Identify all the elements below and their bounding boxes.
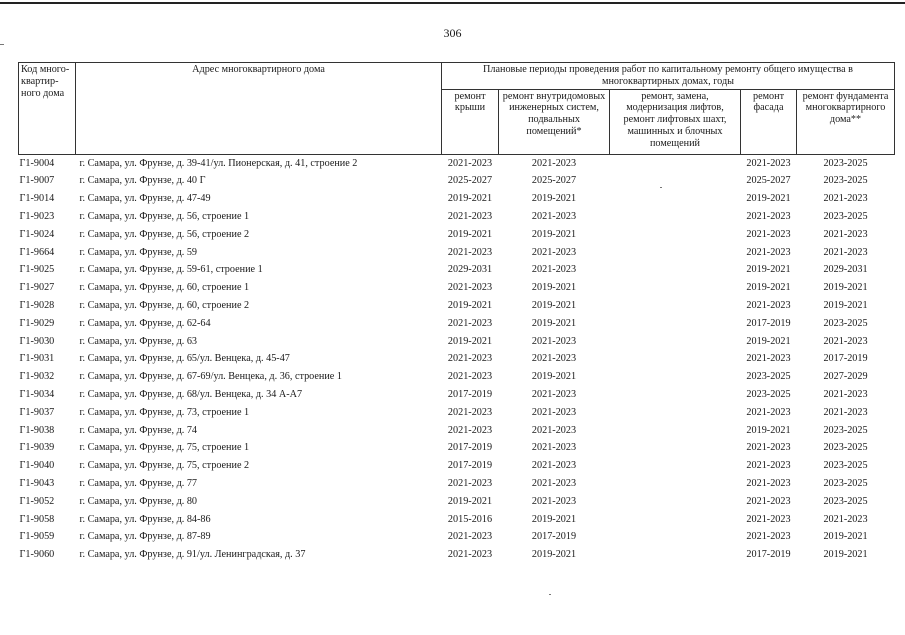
row-foundation-period: 2023-2025 bbox=[823, 175, 868, 187]
row-code: Г1-9038 bbox=[19, 424, 55, 436]
table-body bbox=[19, 154, 895, 564]
table-row bbox=[19, 190, 895, 208]
row-systems-period: 2021-2023 bbox=[531, 211, 577, 223]
table-row bbox=[19, 475, 895, 493]
row-systems-period: 2019-2021 bbox=[531, 513, 577, 525]
table-row bbox=[19, 315, 895, 333]
header-lifts: ремонт, замена, модернизация лифтов, ремонт лифтовых шахт, машинных и блочных помещений bbox=[610, 89, 741, 154]
row-address: г. Самара, ул. Фрунзе, д. 56, строение 2 bbox=[79, 228, 250, 240]
row-facade-period: 2019-2021 bbox=[746, 282, 791, 294]
row-code: Г1-9040 bbox=[19, 460, 55, 472]
row-roof-period: 2019-2021 bbox=[447, 193, 493, 205]
table-row bbox=[19, 208, 895, 226]
row-lifts-period bbox=[610, 297, 741, 315]
row-systems-period: 2021-2023 bbox=[531, 442, 577, 454]
row-facade-period: 2021-2023 bbox=[746, 460, 791, 472]
row-systems-period: 2019-2021 bbox=[531, 300, 577, 312]
table-row bbox=[19, 350, 895, 368]
row-address: г. Самара, ул. Фрунзе, д. 59-61, строение 1 bbox=[79, 264, 263, 276]
row-code: Г1-9030 bbox=[19, 335, 55, 347]
row-facade-period: 2017-2019 bbox=[746, 549, 791, 561]
row-address: г. Самара, ул. Фрунзе, д. 65/ул. Венцека, д. 45-47 bbox=[79, 353, 290, 365]
row-facade-period: 2021-2023 bbox=[746, 513, 791, 525]
table-row bbox=[19, 261, 895, 279]
row-foundation-period: 2029-2031 bbox=[823, 264, 868, 276]
header-foundation: ремонт фундамента многоквартирного дома** bbox=[797, 89, 895, 154]
row-lifts-period bbox=[610, 261, 741, 279]
row-code: Г1-9052 bbox=[19, 495, 55, 507]
row-systems-period: 2019-2021 bbox=[531, 371, 577, 383]
row-roof-period: 2019-2021 bbox=[447, 300, 493, 312]
row-lifts-period bbox=[610, 333, 741, 351]
row-roof-period: 2021-2023 bbox=[447, 549, 493, 561]
row-roof-period: 2019-2021 bbox=[447, 335, 493, 347]
row-systems-period: 2019-2021 bbox=[531, 549, 577, 561]
row-foundation-period: 2023-2025 bbox=[823, 211, 868, 223]
row-address: г. Самара, ул. Фрунзе, д. 68/ул. Венцека, д. 34 А-А7 bbox=[79, 389, 303, 400]
header-facade: ремонт фасада bbox=[741, 89, 797, 154]
scan-mark bbox=[660, 187, 662, 188]
row-facade-period: 2021-2023 bbox=[746, 246, 791, 258]
row-systems-period: 2019-2021 bbox=[531, 228, 577, 240]
capital-repair-table bbox=[18, 62, 895, 564]
row-address: г. Самара, ул. Фрунзе, д. 67-69/ул. Венцека, д. 36, строение 1 bbox=[79, 371, 342, 383]
table-row bbox=[19, 333, 895, 351]
row-foundation-period: 2023-2025 bbox=[823, 157, 868, 169]
row-lifts-period bbox=[610, 279, 741, 297]
table-row bbox=[19, 279, 895, 297]
row-facade-period: 2019-2021 bbox=[746, 335, 791, 347]
row-address: г. Самара, ул. Фрунзе, д. 74 bbox=[79, 424, 198, 436]
row-facade-period: 2025-2027 bbox=[746, 175, 791, 187]
row-foundation-period: 2023-2025 bbox=[823, 424, 868, 436]
row-lifts-period bbox=[610, 208, 741, 226]
table-row bbox=[19, 422, 895, 440]
row-roof-period: 2021-2023 bbox=[447, 157, 493, 169]
row-address: г. Самара, ул. Фрунзе, д. 63 bbox=[79, 335, 198, 347]
row-systems-period: 2021-2023 bbox=[531, 477, 577, 489]
row-code: Г1-9023 bbox=[19, 211, 55, 223]
row-address: г. Самара, ул. Фрунзе, д. 39-41/ул. Пионерская, д. 41, строение 2 bbox=[79, 157, 358, 169]
row-facade-period: 2021-2023 bbox=[746, 531, 791, 543]
row-roof-period: 2015-2016 bbox=[447, 513, 493, 525]
row-foundation-period: 2023-2025 bbox=[823, 495, 868, 507]
row-address: г. Самара, ул. Фрунзе, д. 56, строение 1 bbox=[79, 211, 250, 223]
row-code: Г1-9024 bbox=[19, 228, 55, 240]
row-foundation-period: 2023-2025 bbox=[823, 477, 868, 489]
row-systems-period: 2017-2019 bbox=[531, 531, 577, 543]
row-systems-period: 2021-2023 bbox=[531, 264, 577, 276]
row-code: Г1-9034 bbox=[19, 389, 55, 400]
row-facade-period: 2017-2019 bbox=[746, 317, 791, 329]
row-lifts-period bbox=[610, 528, 741, 546]
row-lifts-period bbox=[610, 154, 741, 172]
row-facade-period: 2021-2023 bbox=[746, 228, 791, 240]
row-address: г. Самара, ул. Фрунзе, д. 77 bbox=[79, 477, 198, 489]
row-facade-period: 2021-2023 bbox=[746, 300, 791, 312]
row-address: г. Самара, ул. Фрунзе, д. 60, строение 2 bbox=[79, 300, 250, 312]
scan-mark bbox=[0, 44, 4, 45]
row-address: г. Самара, ул. Фрунзе, д. 40 Г bbox=[79, 175, 206, 187]
row-lifts-period bbox=[610, 172, 741, 190]
row-code: Г1-9031 bbox=[19, 353, 55, 365]
row-systems-period: 2021-2023 bbox=[531, 406, 577, 418]
row-roof-period: 2019-2021 bbox=[447, 228, 493, 240]
row-lifts-period bbox=[610, 475, 741, 493]
row-facade-period: 2019-2021 bbox=[746, 193, 791, 205]
row-roof-period: 2021-2023 bbox=[447, 246, 493, 258]
row-code: Г1-9037 bbox=[19, 406, 55, 418]
row-lifts-period bbox=[610, 244, 741, 262]
row-lifts-period bbox=[610, 511, 741, 529]
row-code: Г1-9004 bbox=[19, 157, 55, 169]
table-row bbox=[19, 439, 895, 457]
row-lifts-period bbox=[610, 546, 741, 564]
row-code: Г1-9039 bbox=[19, 442, 55, 454]
row-roof-period: 2017-2019 bbox=[447, 389, 493, 400]
table-row bbox=[19, 546, 895, 564]
row-systems-period: 2021-2023 bbox=[531, 353, 577, 365]
row-lifts-period bbox=[610, 404, 741, 422]
row-roof-period: 2021-2023 bbox=[447, 371, 493, 383]
row-foundation-period: 2021-2023 bbox=[823, 513, 868, 525]
row-facade-period: 2021-2023 bbox=[746, 495, 791, 507]
row-systems-period: 2019-2021 bbox=[531, 282, 577, 294]
row-lifts-period bbox=[610, 368, 741, 386]
row-facade-period: 2021-2023 bbox=[746, 406, 791, 418]
row-roof-period: 2021-2023 bbox=[447, 282, 493, 294]
row-roof-period: 2021-2023 bbox=[447, 211, 493, 223]
header-code: Код много-квартир-ного дома bbox=[19, 63, 76, 155]
row-roof-period: 2029-2031 bbox=[447, 264, 493, 276]
row-address: г. Самара, ул. Фрунзе, д. 75, строение 2 bbox=[79, 460, 250, 472]
table-row bbox=[19, 226, 895, 244]
row-address: г. Самара, ул. Фрунзе, д. 84-86 bbox=[79, 513, 211, 525]
table-row bbox=[19, 511, 895, 529]
row-facade-period: 2021-2023 bbox=[746, 353, 791, 365]
row-lifts-period bbox=[610, 350, 741, 368]
row-foundation-period: 2019-2021 bbox=[823, 531, 868, 543]
row-code: Г1-9014 bbox=[19, 193, 55, 205]
row-address: г. Самара, ул. Фрунзе, д. 60, строение 1 bbox=[79, 282, 250, 294]
row-code: Г1-9007 bbox=[19, 175, 55, 187]
row-address: г. Самара, ул. Фрунзе, д. 80 bbox=[79, 495, 198, 507]
header-systems: ремонт внутридомовых инженерных систем, подвальных помещений* bbox=[499, 89, 610, 154]
row-roof-period: 2019-2021 bbox=[447, 495, 493, 507]
row-lifts-period bbox=[610, 457, 741, 475]
row-roof-period: 2017-2019 bbox=[447, 460, 493, 472]
row-facade-period: 2019-2021 bbox=[746, 424, 791, 436]
row-foundation-period: 2021-2023 bbox=[823, 193, 868, 205]
row-systems-period: 2021-2023 bbox=[531, 389, 577, 400]
row-code: Г1-9060 bbox=[19, 549, 55, 561]
row-systems-period: 2019-2021 bbox=[531, 317, 577, 329]
header-roof: ремонт крыши bbox=[442, 89, 499, 154]
table-row bbox=[19, 386, 895, 404]
row-foundation-period: 2021-2023 bbox=[823, 406, 868, 418]
row-foundation-period: 2027-2029 bbox=[823, 371, 868, 383]
row-roof-period: 2025-2027 bbox=[447, 175, 493, 187]
row-roof-period: 2021-2023 bbox=[447, 353, 493, 365]
row-systems-period: 2021-2023 bbox=[531, 460, 577, 472]
row-roof-period: 2017-2019 bbox=[447, 442, 493, 454]
row-foundation-period: 2021-2023 bbox=[823, 246, 868, 258]
row-lifts-period bbox=[610, 226, 741, 244]
row-systems-period: 2019-2021 bbox=[531, 193, 577, 205]
row-code: Г1-9029 bbox=[19, 317, 55, 329]
row-facade-period: 2021-2023 bbox=[746, 157, 791, 169]
row-systems-period: 2021-2023 bbox=[531, 424, 577, 436]
table-row bbox=[19, 457, 895, 475]
row-roof-period: 2021-2023 bbox=[447, 531, 493, 543]
row-foundation-period: 2023-2025 bbox=[823, 442, 868, 454]
row-code: Г1-9025 bbox=[19, 264, 55, 276]
row-address: г. Самара, ул. Фрунзе, д. 91/ул. Ленинградская, д. 37 bbox=[79, 549, 306, 561]
row-foundation-period: 2023-2025 bbox=[823, 317, 868, 329]
row-code: Г1-9043 bbox=[19, 477, 55, 489]
row-lifts-period bbox=[610, 386, 741, 404]
row-lifts-period bbox=[610, 493, 741, 511]
row-facade-period: 2019-2021 bbox=[746, 264, 791, 276]
row-lifts-period bbox=[610, 190, 741, 208]
row-foundation-period: 2019-2021 bbox=[823, 549, 868, 561]
row-facade-period: 2023-2025 bbox=[746, 389, 791, 400]
row-roof-period: 2021-2023 bbox=[447, 477, 493, 489]
row-code: Г1-9058 bbox=[19, 513, 55, 525]
row-foundation-period: 2019-2021 bbox=[823, 300, 868, 312]
row-address: г. Самара, ул. Фрунзе, д. 59 bbox=[79, 246, 198, 258]
scan-mark bbox=[549, 594, 551, 595]
table-row bbox=[19, 404, 895, 422]
row-address: г. Самара, ул. Фрунзе, д. 75, строение 1 bbox=[79, 442, 250, 454]
row-foundation-period: 2021-2023 bbox=[823, 228, 868, 240]
row-lifts-period bbox=[610, 315, 741, 333]
row-code: Г1-9059 bbox=[19, 531, 55, 543]
row-facade-period: 2021-2023 bbox=[746, 211, 791, 223]
row-foundation-period: 2019-2021 bbox=[823, 282, 868, 294]
table-row bbox=[19, 493, 895, 511]
row-code: Г1-9028 bbox=[19, 300, 55, 312]
row-lifts-period bbox=[610, 439, 741, 457]
row-foundation-period: 2017-2019 bbox=[823, 353, 868, 365]
row-code: Г1-9032 bbox=[19, 371, 55, 383]
row-code: Г1-9664 bbox=[19, 246, 55, 258]
row-facade-period: 2021-2023 bbox=[746, 477, 791, 489]
row-address: г. Самара, ул. Фрунзе, д. 73, строение 1 bbox=[79, 406, 250, 418]
row-systems-period: 2021-2023 bbox=[531, 495, 577, 507]
header-address: Адрес многоквартирного дома bbox=[76, 63, 442, 155]
row-code: Г1-9027 bbox=[19, 282, 55, 294]
table-row bbox=[19, 528, 895, 546]
row-lifts-period bbox=[610, 422, 741, 440]
row-facade-period: 2021-2023 bbox=[746, 442, 791, 454]
row-systems-period: 2021-2023 bbox=[531, 335, 577, 347]
page-top-border bbox=[0, 2, 905, 4]
table-row bbox=[19, 244, 895, 262]
page-number: 306 bbox=[443, 26, 462, 40]
table-row bbox=[19, 154, 895, 172]
row-foundation-period: 2021-2023 bbox=[823, 389, 868, 400]
row-facade-period: 2023-2025 bbox=[746, 371, 791, 383]
row-roof-period: 2021-2023 bbox=[447, 424, 493, 436]
row-foundation-period: 2023-2025 bbox=[823, 460, 868, 472]
table-row bbox=[19, 297, 895, 315]
row-systems-period: 2025-2027 bbox=[531, 175, 577, 187]
row-systems-period: 2021-2023 bbox=[531, 157, 577, 169]
row-roof-period: 2021-2023 bbox=[447, 317, 493, 329]
header-periods: Плановые периоды проведения работ по капитальному ремонту общего имущества в многоквартирных домах, годы bbox=[442, 63, 895, 90]
row-address: г. Самара, ул. Фрунзе, д. 47-49 bbox=[79, 193, 211, 205]
row-address: г. Самара, ул. Фрунзе, д. 87-89 bbox=[79, 531, 211, 543]
row-address: г. Самара, ул. Фрунзе, д. 62-64 bbox=[79, 317, 211, 329]
row-roof-period: 2021-2023 bbox=[447, 406, 493, 418]
table-header bbox=[19, 63, 895, 155]
table-row bbox=[19, 368, 895, 386]
table-row bbox=[19, 172, 895, 190]
row-systems-period: 2021-2023 bbox=[531, 246, 577, 258]
row-foundation-period: 2021-2023 bbox=[823, 335, 868, 347]
